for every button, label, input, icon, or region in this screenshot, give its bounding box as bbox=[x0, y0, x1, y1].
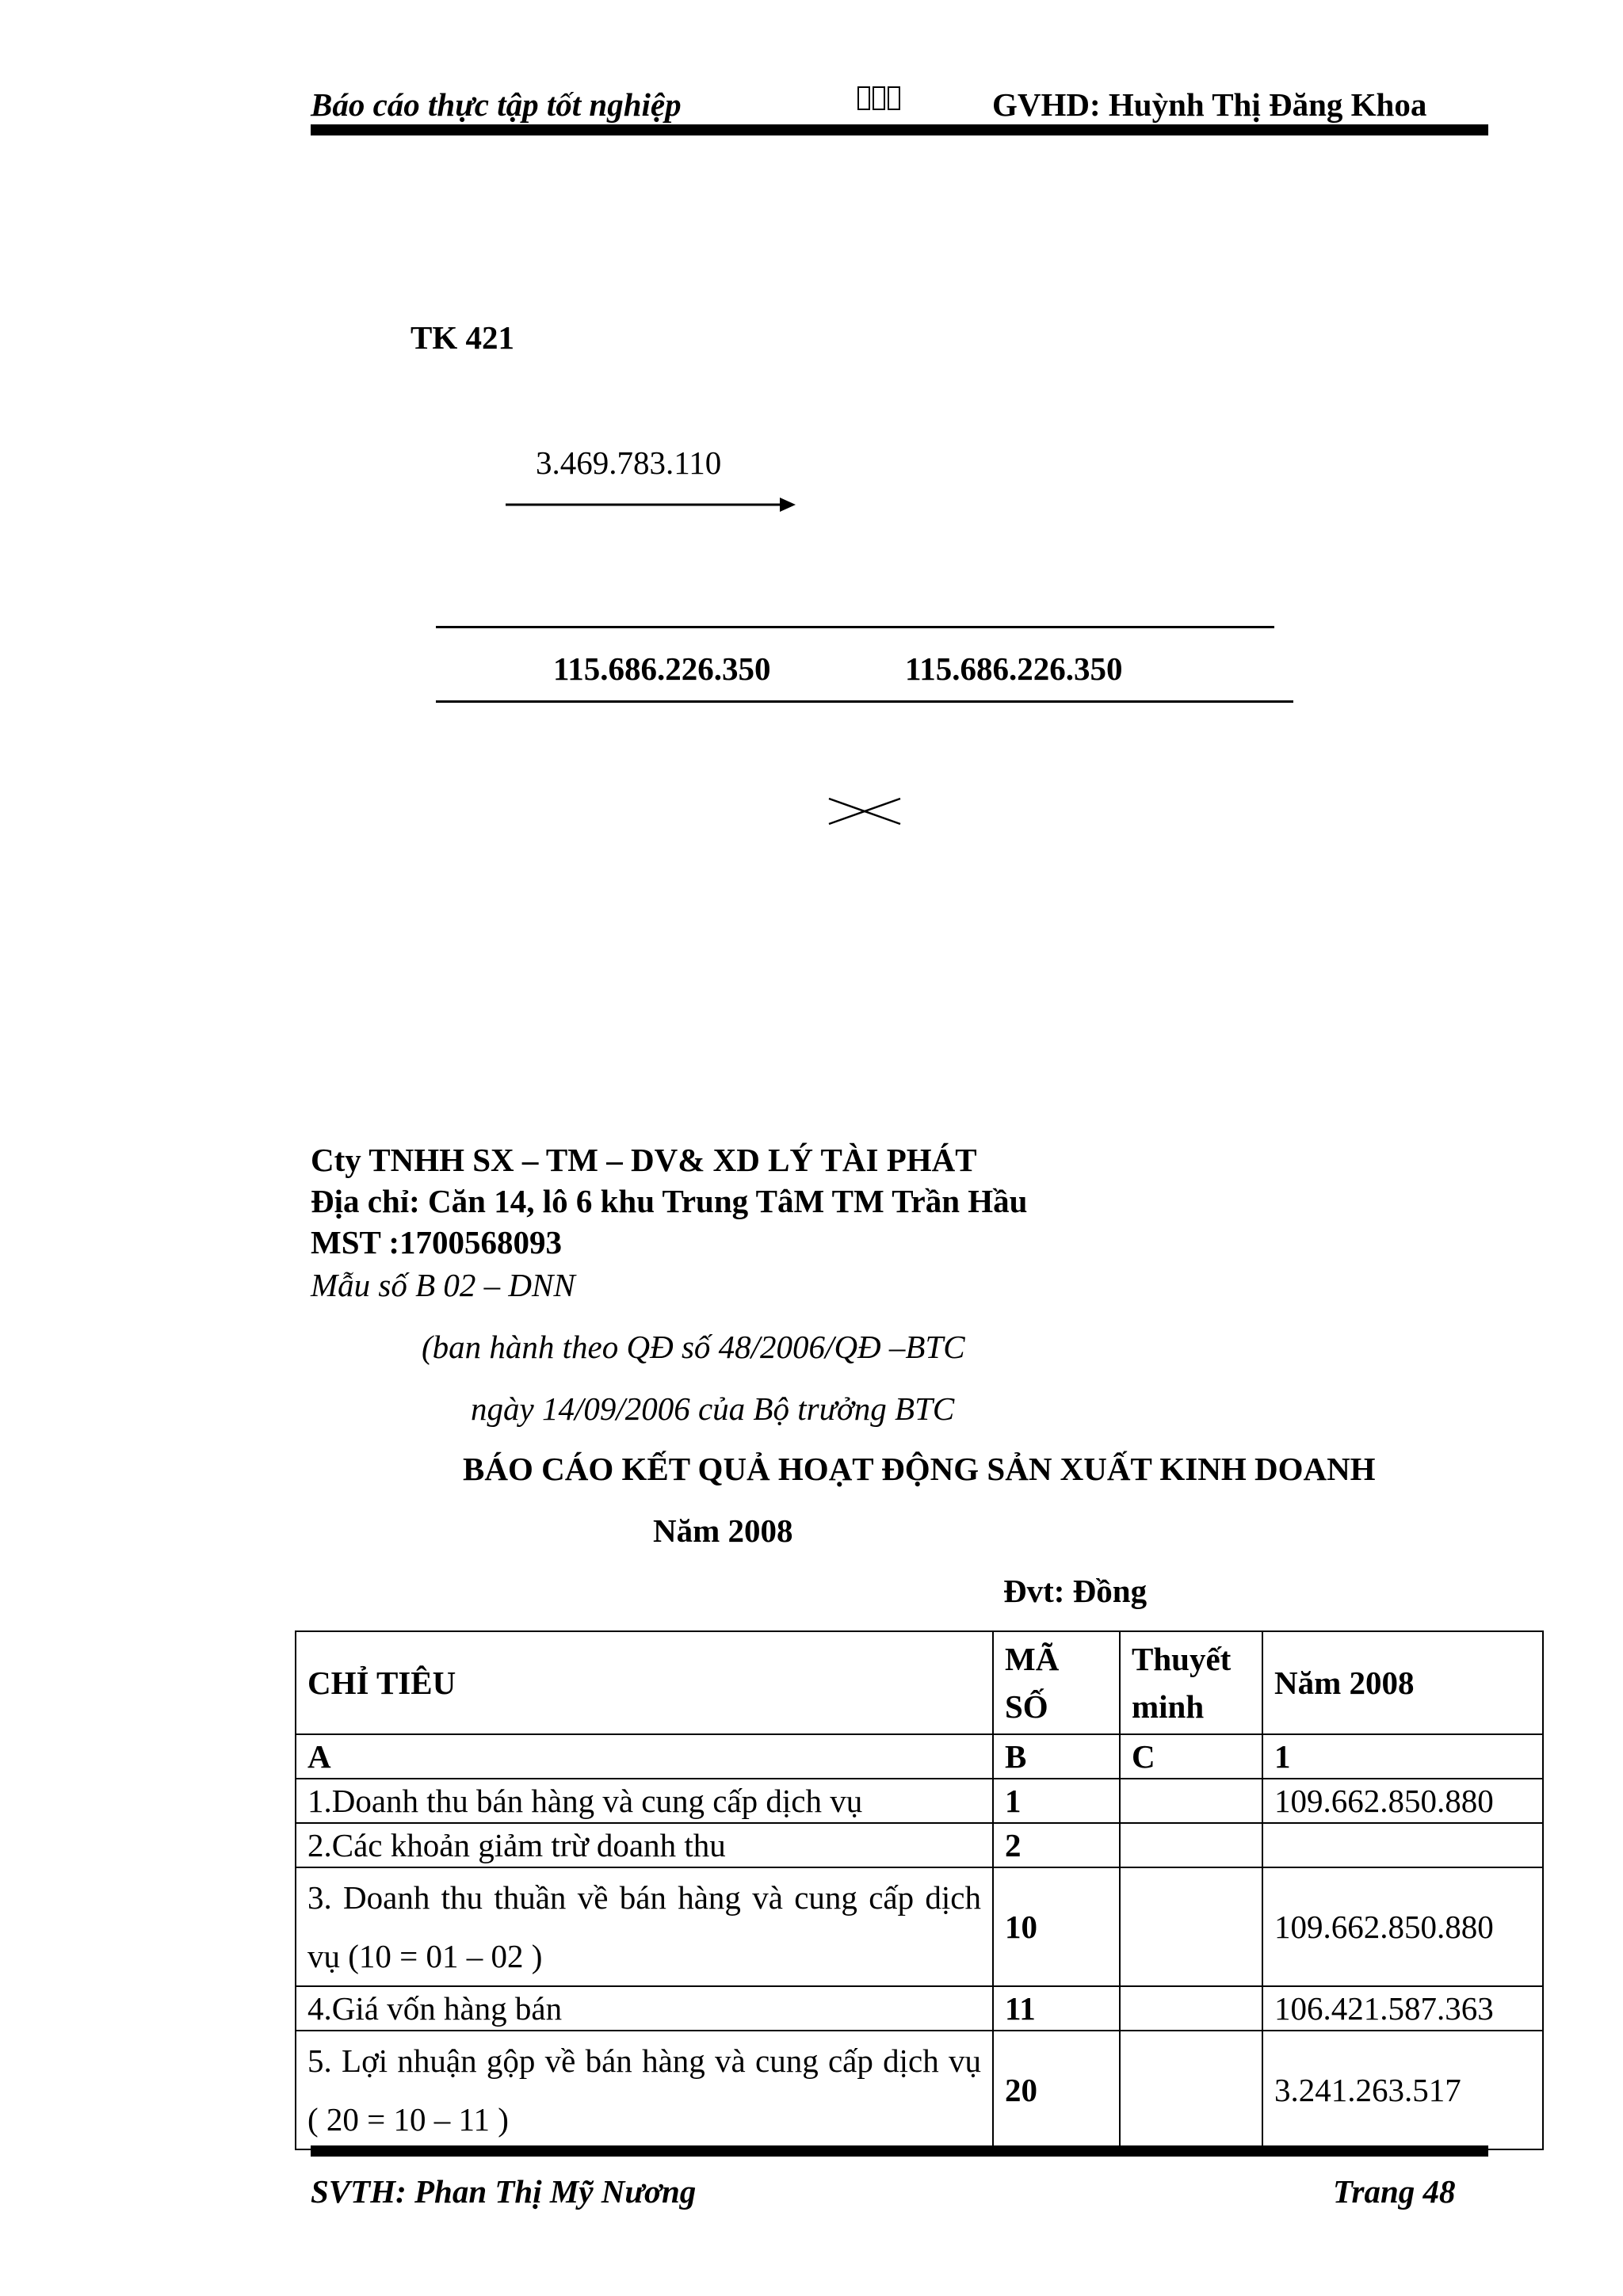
closing-cross-icon bbox=[827, 795, 902, 827]
income-statement-table bbox=[295, 1630, 1544, 2150]
row-value: 3.241.263.517 bbox=[1262, 2031, 1543, 2149]
total-debit: 115.686.226.350 bbox=[553, 650, 771, 687]
report-title: BÁO CÁO KẾT QUẢ HOẠT ĐỘNG SẢN XUẤT KINH DOANH bbox=[463, 1451, 1376, 1487]
footer-rule bbox=[311, 2145, 1488, 2157]
row-code: 11 bbox=[993, 1986, 1120, 2031]
header-title: Báo cáo thực tập tốt nghiệp bbox=[311, 86, 682, 123]
row-code: 10 bbox=[993, 1867, 1120, 1986]
row-note bbox=[1120, 1867, 1262, 1986]
row-note bbox=[1120, 1779, 1262, 1823]
header-thuyet-minh-line1: Thuyết bbox=[1132, 1641, 1232, 1677]
total-rule-bottom bbox=[436, 700, 1293, 703]
table-header-row bbox=[296, 1631, 1543, 1734]
header-instructor: GVHD: Huỳnh Thị Đăng Khoa bbox=[992, 86, 1427, 123]
row-note bbox=[1120, 1986, 1262, 2031]
row-label: 2.Các khoản giảm trừ doanh thu bbox=[296, 1823, 993, 1867]
total-credit: 115.686.226.350 bbox=[905, 650, 1123, 687]
row-note bbox=[1120, 2031, 1262, 2149]
letter-a: A bbox=[296, 1734, 993, 1779]
report-year: Năm 2008 bbox=[653, 1512, 793, 1549]
form-decision: (ban hành theo QĐ số 48/2006/QĐ –BTC bbox=[422, 1329, 965, 1365]
currency-unit: Đvt: Đồng bbox=[1003, 1573, 1148, 1609]
row-code: 2 bbox=[993, 1823, 1120, 1867]
footer-student: SVTH: Phan Thị Mỹ Nương bbox=[311, 2173, 697, 2210]
page-number: Trang 48 bbox=[1333, 2173, 1456, 2210]
header-nam: Năm 2008 bbox=[1262, 1631, 1543, 1734]
company-address: Địa chỉ: Căn 14, lô 6 khu Trung TâM TM Trần Hầu bbox=[311, 1183, 1028, 1219]
row-value: 106.421.587.363 bbox=[1262, 1986, 1543, 2031]
company-name: Cty TNHH SX – TM – DV& XD LÝ TÀI PHÁT bbox=[311, 1142, 977, 1178]
row-code: 20 bbox=[993, 2031, 1120, 2149]
header-ma-so bbox=[993, 1631, 1120, 1734]
account-label: TK 421 bbox=[411, 319, 514, 356]
transfer-amount: 3.469.783.110 bbox=[536, 444, 722, 481]
header-rule bbox=[311, 124, 1488, 135]
row-label: 4.Giá vốn hàng bán bbox=[296, 1986, 993, 2031]
header-chi-tieu: CHỈ TIÊU bbox=[296, 1631, 993, 1734]
total-rule-top bbox=[436, 626, 1274, 628]
form-date: ngày 14/09/2006 của Bộ trưởng BTC bbox=[471, 1390, 955, 1427]
company-tax-code: MST :1700568093 bbox=[311, 1224, 563, 1261]
row-value: 109.662.850.880 bbox=[1262, 1779, 1543, 1823]
letter-1: 1 bbox=[1262, 1734, 1543, 1779]
header-thuyet-minh-line2: minh bbox=[1132, 1688, 1205, 1725]
row-label: 1.Doanh thu bán hàng và cung cấp dịch vụ bbox=[296, 1779, 993, 1823]
row-note bbox=[1120, 1823, 1262, 1867]
letter-c: C bbox=[1120, 1734, 1262, 1779]
letter-b: B bbox=[993, 1734, 1120, 1779]
header-thuyet-minh bbox=[1120, 1631, 1262, 1734]
arrow-right-icon bbox=[506, 493, 796, 517]
header-ornament-icon bbox=[857, 86, 902, 120]
header-ma-so-line1: MÃ bbox=[1005, 1641, 1060, 1677]
row-value bbox=[1262, 1823, 1543, 1867]
table-row bbox=[296, 1779, 1543, 1823]
table-row bbox=[296, 1867, 1543, 1986]
table-letter-row bbox=[296, 1734, 1543, 1779]
row-code: 1 bbox=[993, 1779, 1120, 1823]
header-ma-so-line2: SỐ bbox=[1005, 1688, 1048, 1725]
row-label: 5. Lợi nhuận gộp về bán hàng và cung cấp dịch vụ ( 20 = 10 – 11 ) bbox=[296, 2031, 993, 2149]
form-number: Mẫu số B 02 – DNN bbox=[311, 1267, 575, 1303]
table-row bbox=[296, 2031, 1543, 2149]
row-label: 3. Doanh thu thuần về bán hàng và cung cấp dịch vụ (10 = 01 – 02 ) bbox=[296, 1867, 993, 1986]
row-value: 109.662.850.880 bbox=[1262, 1867, 1543, 1986]
table-row bbox=[296, 1986, 1543, 2031]
table-row bbox=[296, 1823, 1543, 1867]
